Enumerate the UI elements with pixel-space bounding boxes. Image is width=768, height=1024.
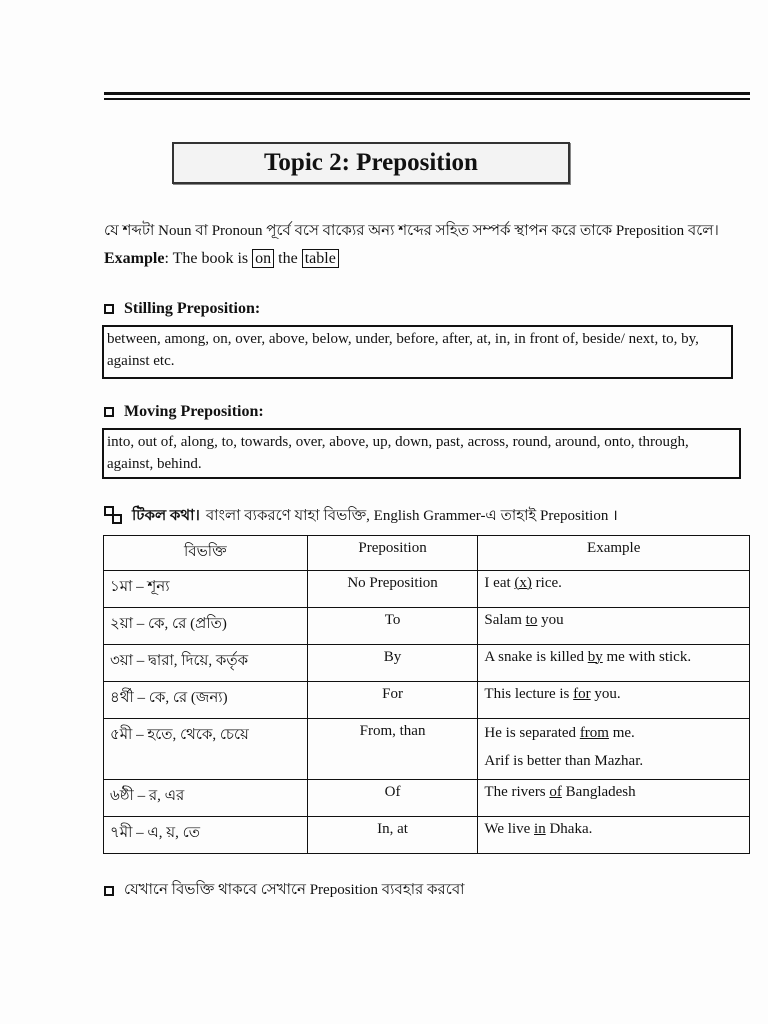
moving-heading xyxy=(104,403,264,421)
header-bibhakti: বিভক্তি xyxy=(104,536,308,571)
example-boxed-table: table xyxy=(302,249,339,268)
footer-note xyxy=(104,878,465,903)
bibhakti-cell: ১মা – শূন্য xyxy=(104,571,308,608)
table-row xyxy=(104,682,750,719)
header-preposition: Preposition xyxy=(307,536,478,571)
preposition-cell: No Preposition xyxy=(307,571,478,608)
top-rule xyxy=(104,92,750,100)
note-text: বাংলা ব্যকরণে যাহা বিভক্তি, English Grammer-এ তাহাই Preposition । xyxy=(205,508,618,524)
bibhakti-table xyxy=(103,535,750,854)
example-cell: A snake is killed by me with stick. xyxy=(478,645,750,682)
still-word-box: between, among, on, over, above, below, under, before, after, at, in, in front of, beside/ next, to, by, against etc. xyxy=(102,325,733,379)
table-row xyxy=(104,645,750,682)
checkbox-icon xyxy=(104,886,114,896)
table-row xyxy=(104,571,750,608)
still-heading xyxy=(104,300,260,318)
bibhakti-cell: ৭মী – এ, য়, তে xyxy=(104,817,308,854)
moving-word-box: into, out of, along, to, towards, over, above, up, down, past, across, round, around, onto, through, against, behind. xyxy=(102,428,741,479)
example-line xyxy=(104,250,339,268)
bibhakti-cell: ৩য়া – দ্বারা, দিয়ে, কর্তৃক xyxy=(104,645,308,682)
moving-heading-text: Moving Preposition: xyxy=(124,403,264,420)
example-cell: Salam to you xyxy=(478,608,750,645)
note-line xyxy=(104,504,618,529)
bibhakti-cell: ২য়া – কে, রে (প্রতি) xyxy=(104,608,308,645)
definition-text: যে শব্দটা Noun বা Pronoun পূর্বে বসে বাক্যের অন্য শব্দের সহিত সম্পর্ক স্থাপন করে তাকে Preposition বলে। xyxy=(104,223,719,239)
example-cell: I eat (x) rice. xyxy=(478,571,750,608)
footer-text: যেখানে বিভক্তি থাকবে সেখানে Preposition ব্যবহার করবো xyxy=(124,882,465,898)
example-boxed-on: on xyxy=(252,249,274,268)
example-cell: The rivers of Bangladesh xyxy=(478,780,750,817)
example-label: Example xyxy=(104,250,165,267)
still-heading-text: Stilling Preposition: xyxy=(124,300,261,317)
checkbox-icon xyxy=(104,304,114,314)
table-row xyxy=(104,719,750,780)
bibhakti-cell: ৬ষ্ঠী – র, এর xyxy=(104,780,308,817)
header-example: Example xyxy=(478,536,750,571)
preposition-cell: In, at xyxy=(307,817,478,854)
page-title: Topic 2: Preposition xyxy=(264,149,478,176)
table-header-row xyxy=(104,536,750,571)
bibhakti-cell: ৫মী – হতে, থেকে, চেয়ে xyxy=(104,719,308,780)
table-row xyxy=(104,780,750,817)
double-checkbox-icon xyxy=(104,506,126,528)
preposition-cell: To xyxy=(307,608,478,645)
example-cell: This lecture is for you. xyxy=(478,682,750,719)
note-bold: টিকল কথা। xyxy=(132,508,200,524)
preposition-cell: From, than xyxy=(307,719,478,780)
example-second-line: Arif is better than Mazhar. xyxy=(484,753,644,769)
table-row xyxy=(104,608,750,645)
title-box xyxy=(172,142,570,184)
example-cell: He is separated from me. Arif is better than Mazhar. xyxy=(478,719,750,780)
bibhakti-cell: ৪র্থী – কে, রে (জন্য) xyxy=(104,682,308,719)
example-cell: We live in Dhaka. xyxy=(478,817,750,854)
preposition-cell: For xyxy=(307,682,478,719)
example-middle: the xyxy=(274,250,302,267)
preposition-cell: Of xyxy=(307,780,478,817)
table-row xyxy=(104,817,750,854)
example-before: : The book is xyxy=(164,250,253,267)
preposition-cell: By xyxy=(307,645,478,682)
checkbox-icon xyxy=(104,407,114,417)
